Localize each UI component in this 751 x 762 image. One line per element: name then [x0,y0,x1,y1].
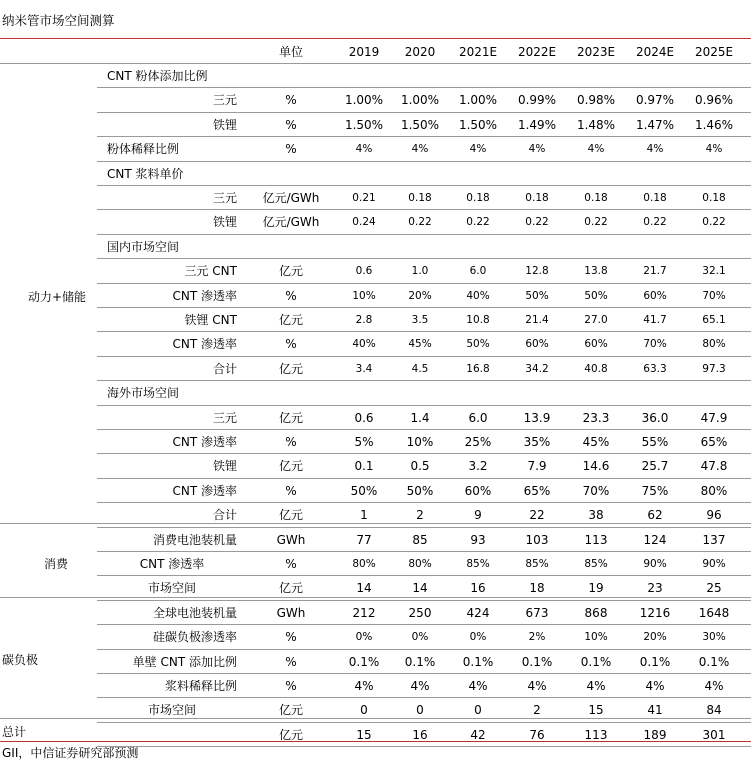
table-cell: 1.00% [344,93,384,108]
table-cell: 0.18 [408,192,432,204]
row-unit: 亿元 [278,508,304,523]
row-unit: 亿元 [278,459,304,474]
table-cell: 50% [584,289,608,302]
table-cell: 4% [354,679,374,693]
table-cell: 0.18 [702,192,726,204]
row-label: 三元 CNT [184,264,237,279]
table-cell: 80% [700,483,728,498]
table-cell: 25 [706,581,722,596]
table-cell: 2 [533,703,541,718]
table-cell: 75% [641,483,669,498]
table-cell: 97.3 [702,362,726,375]
row-unit: GWh [276,532,306,547]
table-cell: 0.22 [702,216,726,229]
section-rule-consumer [0,523,751,524]
row-unit: 亿元 [278,264,304,279]
row-unit: % [285,288,297,303]
table-cell: 85% [466,558,490,570]
table-cell: 13.8 [584,265,608,278]
table-cell: 10.8 [466,314,490,326]
table-cell: 1.48% [576,117,616,132]
row-label: CNT 浆料单价 [107,166,184,181]
table-cell: 301 [702,727,726,742]
table-cell: 0.22 [525,216,549,229]
table-cell: 85% [525,558,549,570]
table-cell: 45% [408,338,432,351]
table-cell: 0.18 [466,192,490,204]
table-cell: 0.97% [635,93,675,108]
table-cell: 80% [352,558,376,570]
table-cell: 16 [412,727,428,742]
row-rule [97,746,751,747]
table-cell: 16.8 [466,362,490,375]
table-cell: 50% [350,483,378,498]
table-cell: 80% [702,338,726,351]
table-cell: 0 [474,703,482,718]
table-cell: 0.22 [408,216,432,229]
table-cell: 65% [700,435,728,449]
row-label: 铁锂 [212,117,237,132]
table-cell: 4.5 [411,362,429,375]
table-cell: 6.0 [468,410,488,425]
row-label: 合计 [212,508,237,523]
row-label: CNT 渗透率 [172,288,237,303]
table-cell: 21.7 [643,265,667,278]
table-cell: 0 [416,703,424,718]
table-cell: 4% [411,143,429,156]
table-cell: 1.47% [635,117,675,132]
table-cell: 50% [525,289,549,302]
table-cell: 0.6 [355,265,373,278]
table-cell: 2 [416,508,424,523]
table-cell: 868 [584,605,608,620]
table-cell: 18 [529,581,545,596]
table-cell: 80% [408,558,432,570]
table-cell: 189 [643,727,667,742]
table-cell: 62 [647,508,663,523]
table-cell: 38 [588,508,604,523]
table-cell: 65% [523,483,551,498]
table-cell: 0.5 [410,459,430,474]
table-cell: 22 [529,508,545,523]
table-cell: 1.49% [517,117,557,132]
table-cell: 34.2 [525,362,549,375]
table-cell: 0.1% [580,654,612,669]
table-cell: 10% [352,289,376,302]
table-cell: 0% [355,631,373,644]
table-cell: 14 [356,581,372,596]
table-cell: 4% [469,143,487,156]
table-cell: 36.0 [641,410,669,425]
row-label: 浆料稀释比例 [164,679,237,693]
table-cell: 0 [360,703,368,718]
table-cell: 0.1% [521,654,553,669]
table-cell: 1.50% [344,117,384,132]
table-cell: 3.2 [468,459,488,474]
row-unit: % [285,679,297,693]
table-cell: 4% [586,679,606,693]
row-unit: 亿元 [278,581,304,596]
row-label: CNT 渗透率 [172,435,237,449]
table-cell: 0.1% [698,654,730,669]
row-label: 消费电池装机量 [152,532,237,547]
header-year: 2021E [458,45,498,59]
row-label: 单壁 CNT 添加比例 [132,654,237,669]
table-cell: 70% [702,289,726,302]
table-cell: 0.99% [517,93,557,108]
table-cell: 0.6 [354,410,374,425]
table-cell: 0% [469,631,487,644]
table-cell: 60% [525,338,549,351]
table-cell: 20% [408,289,432,302]
table-cell: 19 [588,581,604,596]
source-note: GII，中信证券研究部预测 [2,746,139,760]
table-cell: 7.9 [527,459,547,474]
table-cell: 40% [352,338,376,351]
table-cell: 0.22 [466,216,490,229]
table-cell: 1648 [698,605,730,620]
row-unit: 亿元 [278,313,304,327]
table-cell: 42 [470,727,486,742]
row-unit: % [285,435,297,449]
table-cell: 4% [468,679,488,693]
table-cell: 16 [470,581,486,596]
table-cell: 0.1% [348,654,380,669]
table-cell: 23 [647,581,663,596]
table-cell: 0.21 [352,192,376,204]
table-cell: 14 [412,581,428,596]
header-year: 2024E [635,45,675,59]
table-cell: 20% [643,631,667,644]
table-cell: 4% [355,143,373,156]
row-unit: 亿元 [278,703,304,718]
table-cell: 4% [528,143,546,156]
table-cell: 0.22 [643,216,667,229]
row-unit: % [285,93,297,108]
table-cell: 1.50% [458,117,498,132]
table-cell: 45% [582,435,610,449]
table-cell: 424 [466,605,490,620]
table-cell: 60% [464,483,492,498]
row-label: CNT 粉体添加比例 [107,69,208,83]
table-cell: 47.9 [700,410,728,425]
table-cell: 70% [582,483,610,498]
group-label-silicon: 碳负极 [2,653,39,667]
table-cell: 0.1 [354,459,374,474]
table-cell: 212 [352,605,376,620]
table-cell: 4% [705,143,723,156]
table-cell: 96 [706,508,722,523]
table-cell: 35% [523,435,551,449]
group-label-power: 动力+储能 [28,290,87,304]
table-cell: 1216 [639,605,671,620]
row-label: 国内市场空间 [107,239,180,254]
row-unit: GWh [276,605,306,620]
row-label: 海外市场空间 [107,386,180,401]
header-year: 2020 [404,45,436,59]
row-unit: % [285,337,297,352]
table-cell: 1 [360,508,368,523]
table-cell: 55% [641,435,669,449]
header-year: 2019 [348,45,380,59]
row-label: 三元 [212,191,237,205]
table-cell: 12.8 [525,265,549,278]
table-cell: 250 [408,605,432,620]
table-cell: 41.7 [643,314,667,326]
table-cell: 93 [470,532,486,547]
table-cell: 2% [528,631,546,644]
table-cell: 50% [406,483,434,498]
row-rule [97,380,751,381]
table-cell: 1.00% [400,93,440,108]
table-cell: 113 [584,532,608,547]
table-cell: 76 [529,727,545,742]
row-label: CNT 渗透率 [172,483,237,498]
table-cell: 0.96% [694,93,734,108]
row-label: 合计 [212,361,237,376]
table-cell: 673 [525,605,549,620]
table-cell: 50% [466,338,490,351]
table-cell: 4% [645,679,665,693]
table-cell: 5% [354,435,374,449]
table-cell: 21.4 [525,314,549,326]
row-unit: % [285,654,297,669]
row-rule [97,161,751,162]
table-cell: 27.0 [584,314,608,326]
header-year: 2025E [694,45,734,59]
table-cell: 15 [588,703,604,718]
row-unit: 亿元/GWh [262,215,320,230]
table-cell: 137 [702,532,726,547]
table-cell: 3.4 [355,362,373,375]
table-cell: 103 [525,532,549,547]
table-cell: 4% [527,679,547,693]
row-label: 铁锂 [212,459,237,474]
table-cell: 0.18 [584,192,608,204]
table-title: 纳米管市场空间测算 [2,13,115,28]
row-unit: 亿元 [278,361,304,376]
table-cell: 41 [647,703,663,718]
table-cell: 4% [587,143,605,156]
table-cell: 40% [466,289,490,302]
table-cell: 65.1 [702,314,726,326]
table-cell: 10% [584,631,608,644]
table-cell: 3.5 [411,314,429,326]
row-label: 铁锂 [212,215,237,230]
row-unit: 亿元 [278,410,304,425]
table-cell: 1.00% [458,93,498,108]
table-cell: 0.98% [576,93,616,108]
row-unit: % [285,142,297,157]
row-unit: 亿元/GWh [262,191,320,205]
table-cell: 15 [356,727,372,742]
table-cell: 40.8 [584,362,608,375]
section-rule-total [0,718,751,719]
table-cell: 60% [643,289,667,302]
table-cell: 47.8 [700,459,728,474]
table-cell: 85 [412,532,428,547]
section-rule-silicon [0,597,751,598]
row-label: 市场空间 [147,703,197,718]
table-cell: 30% [702,631,726,644]
table-cell: 90% [643,558,667,570]
table-cell: 1.4 [410,410,430,425]
row-label: 铁锂 CNT [184,313,237,327]
header-year: 2023E [576,45,616,59]
table-cell: 84 [706,703,722,718]
row-unit: % [285,483,297,498]
table-cell: 0.22 [584,216,608,229]
table-cell: 85% [584,558,608,570]
group-label-consumer: 消费 [44,557,69,571]
table-cell: 4% [646,143,664,156]
row-label: 三元 [212,410,237,425]
row-label: 三元 [212,93,237,108]
row-label: 硅碳负极渗透率 [152,630,237,645]
table-cell: 0.1% [639,654,671,669]
table-cell: 0.18 [643,192,667,204]
top-rule [0,38,751,39]
table-cell: 0.24 [352,216,376,229]
row-label: 市场空间 [147,581,197,596]
table-cell: 10% [406,435,434,449]
header-unit: 单位 [278,45,304,59]
header-year: 2022E [517,45,557,59]
table-cell: 1.46% [694,117,734,132]
row-unit: 亿元 [278,727,304,742]
table-cell: 0.1% [462,654,494,669]
table-cell: 6.0 [469,265,487,278]
table-cell: 13.9 [523,410,551,425]
table-cell: 0% [411,631,429,644]
table-cell: 0.1% [404,654,436,669]
row-rule [97,234,751,235]
table-cell: 113 [584,727,608,742]
table-cell: 1.50% [400,117,440,132]
table-cell: 60% [584,338,608,351]
row-unit: % [285,630,297,645]
table-cell: 90% [702,558,726,570]
table-cell: 25% [464,435,492,449]
table-cell: 77 [356,532,372,547]
row-label: 全球电池装机量 [152,605,237,620]
table-cell: 2.8 [355,314,373,326]
table-cell: 1.0 [411,265,429,278]
table-cell: 63.3 [643,362,667,375]
row-label: CNT 渗透率 [139,557,205,571]
table-cell: 9 [474,508,482,523]
table-cell: 4% [410,679,430,693]
row-unit: % [285,117,297,132]
table-cell: 23.3 [582,410,610,425]
table-cell: 4% [704,679,724,693]
table-cell: 0.18 [525,192,549,204]
row-label: 粉体稀释比例 [107,142,180,157]
table-cell: 124 [643,532,667,547]
group-label-total: 总计 [2,725,27,739]
table-cell: 25.7 [641,459,669,474]
table-cell: 14.6 [582,459,610,474]
table-cell: 32.1 [702,265,726,278]
table-cell: 70% [643,338,667,351]
bottom-rule [0,741,751,742]
row-label: CNT 渗透率 [172,337,237,352]
row-unit: % [285,557,297,571]
